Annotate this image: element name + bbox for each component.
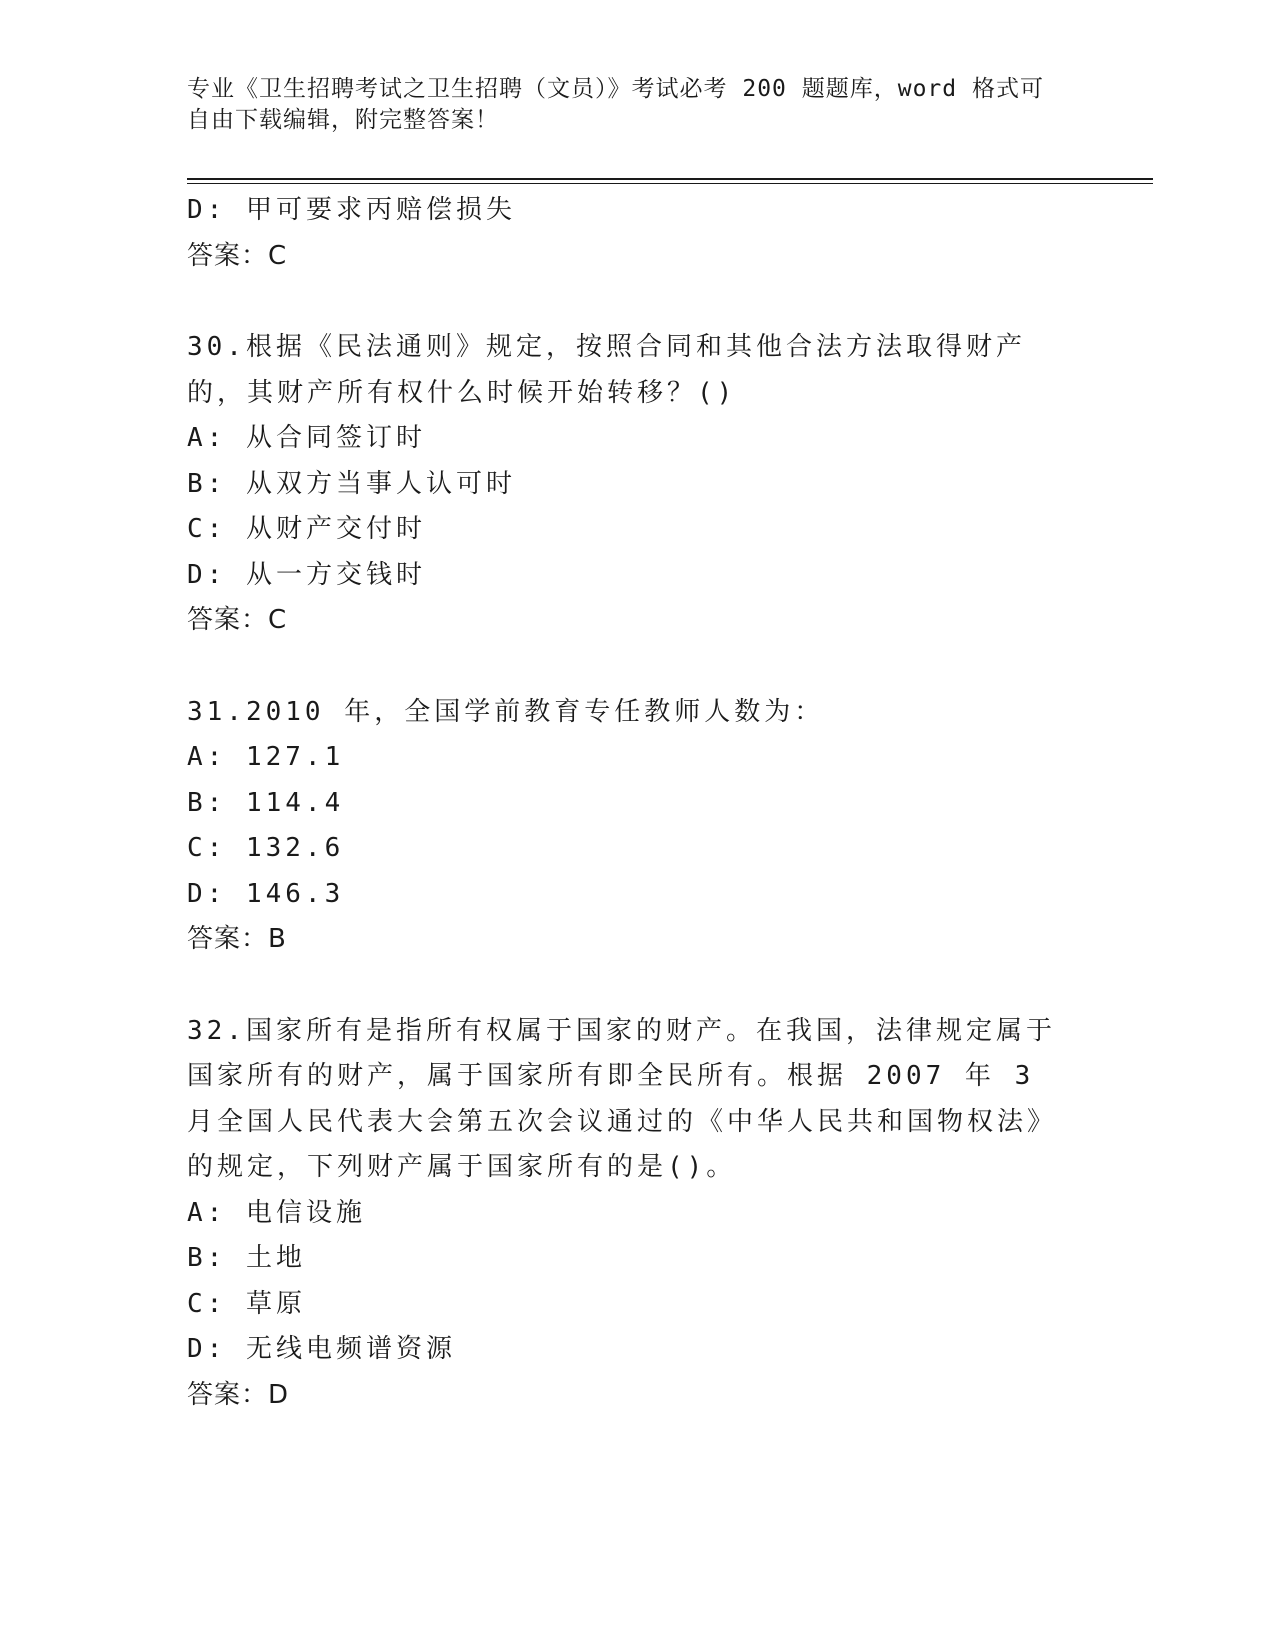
answer-line: 答案：C [187,240,288,271]
question-32 [187,1009,1087,1419]
header-rule-thin [187,183,1153,184]
header-rule-thick [187,178,1153,180]
answer-line: 答案：C [187,605,288,635]
question-stem: 30.根据《民法通则》规定，按照合同和其他合法方法取得财产的，其财产所有权什么时候开始转移？() [187,332,1026,408]
option-d: D: 甲可要求丙赔偿损失 [187,195,516,225]
document-header [187,74,1067,136]
option-a: A: 电信设施 [187,1197,366,1228]
option-d: D: 从一方交钱时 [187,559,426,590]
option-a: A: 127.1 [187,742,345,772]
option-c: C: 草原 [187,1288,306,1319]
spacer [187,644,1087,690]
question-30 [187,325,1087,644]
question-stem: 32.国家所有是指所有权属于国家的财产。在我国，法律规定属于国家所有的财产，属于国家所有即全民所有。根据 2007 年 3 月全国人民代表大会第五次会议通过的《中华人民共和国物权法》的规定，下列财产属于国家所有的是()。 [187,1015,1058,1182]
answer-line: 答案：B [187,924,287,954]
option-d: D: 无线电频谱资源 [187,1334,456,1364]
option-b: B: 从双方当事人认可时 [187,468,516,499]
option-b: B: 土地 [187,1243,306,1273]
spacer [187,963,1087,1009]
header-text: 专业《卫生招聘考试之卫生招聘（文员）》考试必考 200 题题库，word 格式可自由下载编辑，附完整答案！ [187,76,1044,133]
answer-line: 答案：D [187,1379,290,1410]
question-31 [187,690,1087,963]
option-c: C: 132.6 [187,833,345,863]
option-b: B: 114.4 [187,787,345,818]
question-content [187,188,1087,1418]
question-stem: 31.2010 年，全国学前教育专任教师人数为： [187,696,825,727]
option-d: D: 146.3 [187,878,345,909]
option-c: C: 从财产交付时 [187,514,426,544]
spacer [187,279,1087,325]
option-a: A: 从合同签订时 [187,423,426,453]
